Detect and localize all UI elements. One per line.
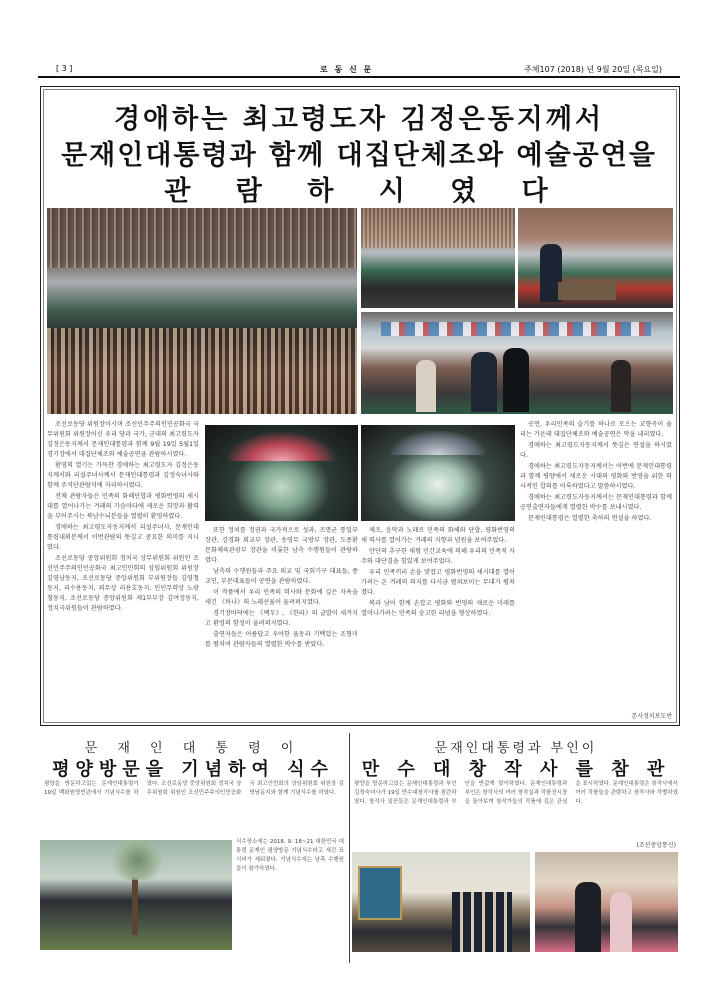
article-column-4 bbox=[520, 420, 672, 710]
speaker-podium-photo bbox=[518, 208, 673, 308]
paragraph: 경애하는 최고령도자동지께서는 이번에 문재인대통령과 함께 평양에서 새로운 시대의 평화와 번영을 위한 력사적인 합의를 이룩하였다고 말씀하시였다. bbox=[520, 463, 672, 490]
section-divider bbox=[349, 733, 350, 963]
bottom-right-headline: 만 수 대 창 작 사 를 참 관 bbox=[361, 759, 671, 780]
paragraph: 출연자들은 아름답고 우아한 율동과 기백있는 조형미를 펼치며 관람자들의 열렬한 박수를 받았다. bbox=[205, 631, 358, 648]
bottom-left-headline: 평양방문을 기념하여 식수 bbox=[52, 759, 334, 780]
paragraph: 북과 남이 함께 손잡고 평화와 번영의 새로운 미래를 열어나가려는 민족의 숭고한 리념을 형상하였다. bbox=[361, 600, 515, 617]
bottom-right-subtitle: 문재인대통령과 부인이 bbox=[434, 741, 598, 756]
mass-games-show-photo-1 bbox=[205, 425, 358, 521]
paragraph: 경애하는 최고령도자동지께서 뜻깊은 연설을 하시였다. bbox=[520, 442, 672, 459]
headline-line-1: 경애하는 최고령도자 김정은동지께서 bbox=[113, 104, 605, 135]
leaders-waving-photo bbox=[361, 312, 673, 414]
stadium-stand-photo bbox=[361, 208, 515, 308]
article-column-3 bbox=[361, 526, 515, 720]
bottom-right-credit: (조선중앙통신) bbox=[636, 842, 676, 849]
paragraph: 조선로동당 위원장이시며 조선민주주의인민공화국 국무위원회 위원장이신 우리 당과 국가, 군대의 최고령도자 김정은동지께서 문재인대통령과 함께 9월 19일 5월1일경기장에서 대집단체조와 예술공연을 관람하시였다. bbox=[47, 421, 199, 458]
studio-gallery-photo bbox=[352, 852, 530, 952]
bottom-right-body bbox=[354, 780, 678, 836]
paragraph: 경기장바닥에는 《백두》, 《한라》의 글발이 새겨지고 환영의 함성이 울려퍼지였다. bbox=[205, 610, 358, 627]
paragraph: 조선로동당 중앙위원회 정치국 상무위원회 위원인 조선민주주의인민공화국 최고인민회의 상임위원회 위원장 김영남동지와 함께 기념식수를 하였다. bbox=[146, 781, 344, 796]
paragraph: 공연, 우리민족의 슬기를 하나로 모으는 교향곡이 울리는 가운데 대집단체조와 예술공연은 막을 내리였다. bbox=[520, 421, 672, 438]
bottom-left-body-cont bbox=[236, 838, 344, 948]
paragraph: 우리 민족끼리 손을 맞잡고 평화번영의 새시대를 열어가려는 온 겨레의 의지를 다시금 펼쳐보이는 무대가 펼쳐졌다. bbox=[361, 569, 515, 596]
artwork-viewing-photo bbox=[535, 852, 678, 952]
paragraph: 경애하는 최고령도자동지께서는 문재인대통령과 함께 공연출연자들에게 열렬한 박수를 보내시였다. bbox=[520, 494, 672, 511]
tree-planting-photo bbox=[40, 840, 232, 950]
page-number: [ 3 ] bbox=[56, 64, 73, 73]
article-column-2 bbox=[205, 526, 358, 720]
paragraph: 기념식수에는 남측 수행원들이 참가하였다. bbox=[236, 857, 344, 872]
paragraph: 또한 정치를 정권과 국가적으로 성과, 조명균 통일부 장관, 강경화 외교부 장관, 송영무 국방부 장관, 도종환 문화체육관광부 장관을 비롯한 남측 수행원들이 관람하였다. bbox=[205, 527, 358, 564]
paragraph: 만단의 추구한 새형 민간교육에 의해 우리의 민족적 자주와 대단결을 힘있게 보여주었다. bbox=[361, 548, 515, 565]
crowd-cheering-photo bbox=[47, 208, 357, 414]
paragraph: 남측의 수행원들과 주요 외교 및 국회기구 대표들, 종교인, 부문대표들이 공연을 관람하였다. bbox=[205, 568, 358, 585]
paragraph: 문재인대통령과 부인은 창작사의 여러 창작실과 작품전시장을 돌아보며 창작가들의 작품에 깊은 관심을 표시하였다. bbox=[464, 781, 611, 805]
mass-games-show-photo-2 bbox=[361, 425, 515, 521]
headline-line-3: 관 람 하 시 였 다 bbox=[164, 176, 554, 207]
bottom-left-subtitle: 문 재 인 대 통 령 이 bbox=[84, 741, 302, 756]
paragraph: 경애하는 최고령도자동지께서 리설주녀사, 문재인대통령내외분께서 이번관람의 뜻깊고 중요한 의미를 지니였다. bbox=[47, 524, 199, 551]
paragraph: 이 작품에서 우리 민족의 력사와 문화에 깊은 자욕을 새긴 《하나》의 노래선율이 울려퍼지였다. bbox=[205, 589, 358, 606]
paragraph: 문재인대통령은 열렬한 축하의 연설을 하였다. bbox=[528, 515, 652, 522]
masthead-bar bbox=[38, 62, 680, 78]
headline-line-2: 문재인대통령과 함께 대집단체조와 예술공연을 bbox=[61, 140, 657, 171]
paragraph: 식수장소에는 2018. 9. 18~21 대한민국 대통령 문재인 평양방문 기념식수라고 새긴 표식비가 세워졌다. bbox=[236, 839, 344, 863]
article-column-1 bbox=[47, 420, 199, 720]
photo-credit: 본사정치보도반 bbox=[631, 713, 672, 720]
issue-date: 주체107 (2018) 년 9월 20일 (목요일) bbox=[524, 65, 662, 74]
paragraph: 환영의 열기는 가득찬 경애하는 최고령도자 김정은동지께서와 리설주녀사께서 문재인대통령과 김정숙녀사와 함께 주석단관람석에 자리하시였다. bbox=[47, 462, 199, 489]
paragraph: 전체 관람자들은 민족의 화해단합과 평화번영의 새시대를 열어나가는 겨레의 가슴마다에 새로운 희망과 활력을 부어주시는 북남수뇌분들을 열렬히 환영하였다. bbox=[47, 493, 199, 520]
bottom-left-body bbox=[44, 780, 344, 836]
paragraph: 평양을 방문하고있는 문재인대통령이 19일 백화원영빈관에서 기념식수를 하였다. bbox=[44, 781, 160, 796]
paragraph: 체조, 음악과 노래로 민족의 화해와 단합, 평화번영의 새 력사를 열어가는 겨레의 지향과 념원을 보여주었다. bbox=[361, 527, 515, 544]
paragraph: 창작사 일꾼들은 문재인대통령과 부인을 반갑게 맞이하였다. bbox=[369, 781, 527, 805]
paragraph: 문재인대통령은 창작사에서 여러 작품들을 관람하고 창작사와 작별하였다. bbox=[575, 781, 678, 805]
newspaper-name: 로 동 신 문 bbox=[320, 65, 374, 74]
paragraph: 평양을 방문하고있는 문재인대통령과 부인 김정숙녀사가 19일 만수대창작사를 참관하였다. bbox=[354, 781, 457, 805]
paragraph: 조선로동당 중앙위원회 정치국 상무위원회 위원인 조선민주주의인민공화국 최고인민회의 상임위원회 위원장 김영남동지, 조선로동당 중앙위원회 부위원장들 김영철동지, 리수용동지, 외무상 리용호동지, 인민무력상 노광철동지, 조선로동당 중앙위원회 제1부부장 김여정동지, 정치국위원들이 관람하였다. bbox=[47, 555, 199, 612]
